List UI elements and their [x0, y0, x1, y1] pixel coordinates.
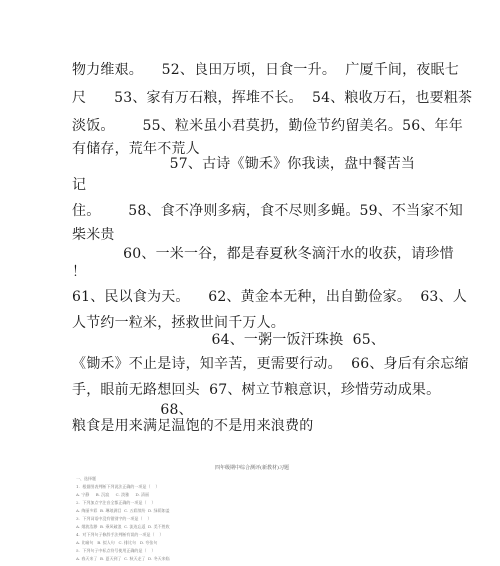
text-line: 57、古诗《锄禾》你我读，盘中餐苦当: [72, 156, 416, 172]
text-line: 淡饭。 55、粒米虽小君莫扔，勤俭节约留美名。56、年年: [72, 118, 463, 134]
thumbnail-row: A. 绚丽多彩 B. 琳琅满目 C. 五彩缤纷 D. 绿荫如盖: [76, 508, 170, 513]
thumbnail-row: 5. 下列句子中标点符号使用正确的是（ ）: [76, 548, 156, 553]
thumbnail-row: A. 宁静 B. 沉寂 C. 淡雅 D. 清丽: [76, 492, 150, 497]
text-line: 住。 58、食不净则多病，食不尽则多蝇。59、不当家不知: [72, 203, 463, 219]
text-line: 物力维艰。 52、良田万顷，日食一升。 广厦千间，夜眠七: [72, 62, 459, 78]
text-line: 柴米贵: [72, 227, 115, 243]
text-line: 60、一米一谷，都是春夏秋冬滴汗水的收获，请珍惜: [72, 246, 454, 262]
thumbnail-row: 4. 对下列句子修辞手法判断有误的一项是（ ）: [76, 532, 164, 537]
exam-sheet-thumbnail: [72, 456, 432, 566]
thumbnail-row: 3. 下列词语中没有错别字的一项是（ ）: [76, 516, 152, 521]
text-line: 64、一粥一饭汗珠换 65、: [72, 332, 386, 348]
text-line: 《锄禾》不止是诗，知辛苦，更需要行动。 66、身后有余忘缩: [72, 356, 469, 372]
thumbnail-row: 1. 根据图表判断下列说法正确的一项是（ ）: [76, 484, 160, 489]
thumbnail-row: 2. 下列加点字注音全都正确的一项是（ ）: [76, 500, 156, 505]
text-line: 61、民以食为天。 62、黄金本无种，出自勤俭家。 63、人: [72, 289, 467, 305]
thumbnail-title: 四年级期中综合测评(新教材)习题: [215, 465, 289, 471]
text-line: 有储存，荒年不荒人: [72, 141, 200, 157]
thumbnail-row: A. 烟波浩渺 B. 乘风破浪 C. 流连忘返 D. 美不胜收: [76, 524, 170, 529]
text-line: 人节约一粒米，拯救世间千万人。: [72, 315, 285, 331]
thumbnail-row: A. 春天来了 B. 夏天到了 C. 秋天走了 D. 冬天来临: [76, 556, 170, 561]
thumbnail-row: 一、选择题: [76, 476, 96, 481]
text-line: 68、: [72, 402, 193, 418]
text-line: 粮食是用来满足温饱的不是用来浪费的: [72, 418, 314, 434]
text-line: 手，眼前无路想回头 67、树立节粮意识，珍惜劳动成果。: [72, 382, 441, 398]
text-line: 尺 53、家有万石粮，挥堆不长。 54、粮收万石，也要粗茶: [72, 90, 473, 106]
text-line: ！: [72, 264, 87, 280]
thumbnail-row: A. 比喻句 B. 拟人句 C. 排比句 D. 夸张句: [76, 540, 158, 545]
text-line: 记: [72, 177, 87, 193]
